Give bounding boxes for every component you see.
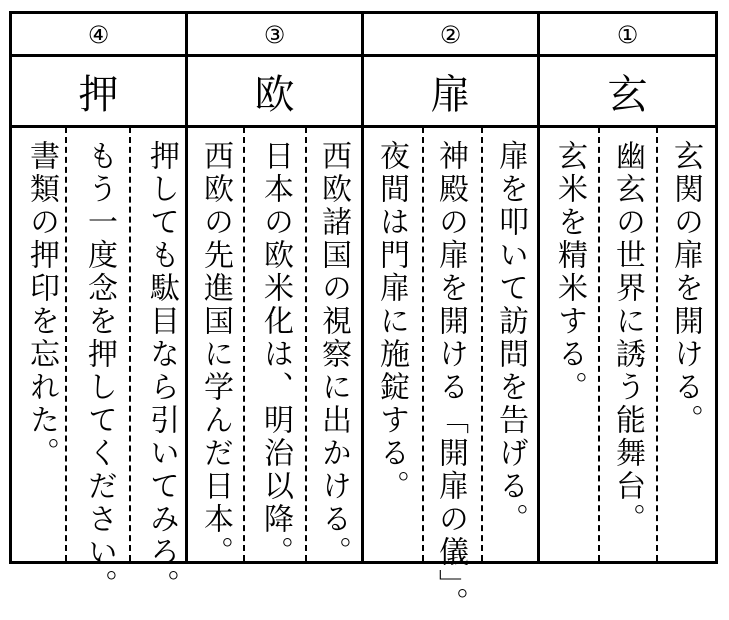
example-sentence: 神殿の扉を開ける「開扉の儀」。 — [433, 140, 468, 620]
group-number: ① — [616, 21, 639, 49]
column-separator — [65, 127, 67, 561]
example-sentence: 扉を叩いて訪問を告げる。 — [493, 140, 528, 536]
target-kanji: 欧 — [254, 72, 295, 118]
example-sentence: 玄米を精米する。 — [552, 140, 587, 404]
worksheet-table — [9, 11, 718, 620]
group-number: ② — [439, 21, 462, 49]
column-separator — [598, 127, 600, 561]
column-separator — [481, 127, 483, 561]
group-number: ④ — [87, 21, 110, 49]
column-separator — [243, 127, 245, 561]
group-number: ③ — [263, 21, 286, 49]
example-sentence: 西欧の先進国に学んだ日本。 — [198, 140, 233, 569]
column-separator — [129, 127, 131, 561]
example-sentence: もう一度念を押してください。 — [82, 140, 117, 602]
example-sentence: 幽玄の世界に誘う能舞台。 — [610, 140, 645, 536]
example-sentence: 日本の欧米化は、明治以降。 — [258, 140, 293, 569]
column-separator — [422, 127, 424, 561]
example-sentence: 玄関の扉を開ける。 — [668, 140, 703, 437]
target-kanji: 扉 — [430, 72, 471, 118]
example-sentence: 夜間は門扉に施錠する。 — [374, 140, 409, 503]
column-separator — [656, 127, 658, 561]
target-kanji: 玄 — [607, 72, 648, 118]
column-separator — [305, 127, 307, 561]
example-sentence: 西欧諸国の視察に出かける。 — [316, 140, 351, 569]
example-sentence: 書類の押印を忘れた。 — [24, 140, 59, 470]
example-sentence: 押しても駄目なら引いてみろ。 — [144, 140, 179, 602]
target-kanji: 押 — [78, 72, 119, 118]
